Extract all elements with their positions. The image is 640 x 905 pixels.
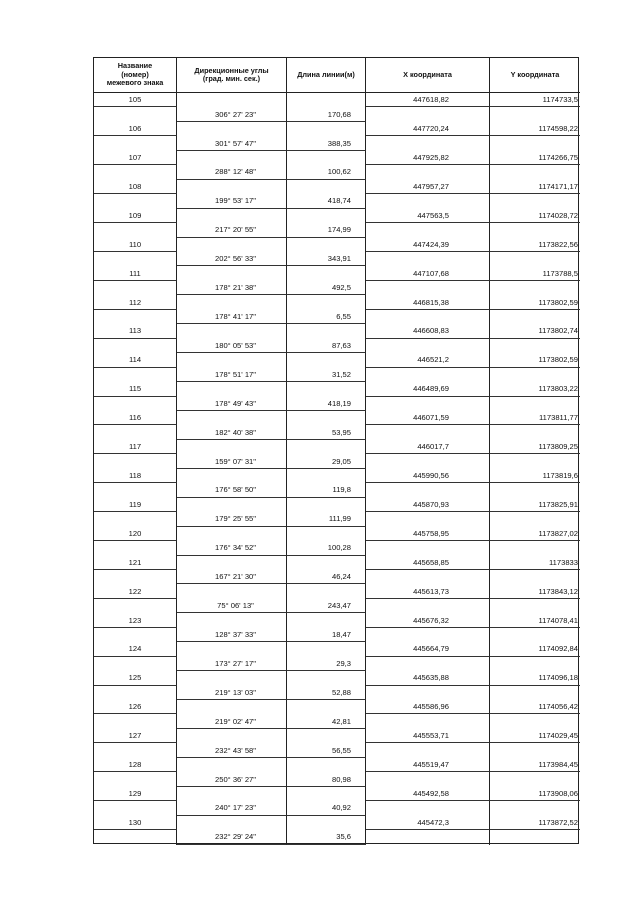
direction-angle: 75° 06' 13"	[177, 599, 287, 613]
y-coordinate: 1173827,02	[490, 527, 580, 541]
x-cell-empty	[366, 743, 490, 757]
length-cell-empty	[287, 613, 366, 627]
line-length: 119,8	[287, 483, 366, 497]
angle-cell-empty	[177, 729, 287, 743]
y-coordinate: 1173833	[490, 556, 580, 570]
direction-angle: 176° 34' 52"	[177, 541, 287, 555]
x-cell-empty	[366, 801, 490, 815]
length-cell-empty	[287, 353, 366, 367]
name-cell-empty	[94, 194, 177, 208]
y-coordinate: 1174029,45	[490, 729, 580, 743]
length-cell-empty	[287, 238, 366, 252]
name-cell-empty	[94, 454, 177, 468]
y-coordinate: 1174598,22	[490, 122, 580, 136]
x-coordinate: 446071,59	[366, 411, 490, 425]
line-length: 492,5	[287, 281, 366, 295]
name-cell-empty	[94, 830, 177, 844]
y-coordinate: 1173843,12	[490, 584, 580, 598]
y-coordinate: 1173822,56	[490, 238, 580, 252]
point-name: 108	[94, 180, 177, 194]
y-cell-empty	[490, 772, 580, 786]
y-coordinate: 1173802,59	[490, 295, 580, 309]
name-cell-empty	[94, 165, 177, 179]
direction-angle: 179° 25' 55"	[177, 512, 287, 526]
x-coordinate: 447563,5	[366, 209, 490, 223]
x-coordinate: 445664,79	[366, 642, 490, 656]
point-name: 121	[94, 556, 177, 570]
x-cell-empty	[366, 483, 490, 497]
x-coordinate: 445658,85	[366, 556, 490, 570]
direction-angle: 176° 58' 50"	[177, 483, 287, 497]
x-coordinate: 445586,96	[366, 700, 490, 714]
x-cell-empty	[366, 570, 490, 584]
x-coordinate: 446608,83	[366, 324, 490, 338]
line-length: 6,55	[287, 310, 366, 324]
length-cell-empty	[287, 324, 366, 338]
x-coordinate: 446017,7	[366, 440, 490, 454]
length-cell-empty	[287, 411, 366, 425]
y-cell-empty	[490, 686, 580, 700]
direction-angle: 288° 12' 48"	[177, 165, 287, 179]
y-cell-empty	[490, 743, 580, 757]
y-cell-empty	[490, 628, 580, 642]
y-cell-empty	[490, 830, 580, 844]
length-cell-empty	[287, 382, 366, 396]
line-length: 100,62	[287, 165, 366, 179]
name-cell-empty	[94, 107, 177, 121]
point-name: 115	[94, 382, 177, 396]
point-name: 105	[94, 93, 177, 107]
header-name: Название (номер) межевого знака	[94, 58, 177, 93]
point-name: 128	[94, 758, 177, 772]
direction-angle: 217° 20' 55"	[177, 223, 287, 237]
y-coordinate: 1174266,75	[490, 151, 580, 165]
length-cell-empty	[287, 758, 366, 772]
line-length: 418,19	[287, 397, 366, 411]
y-coordinate: 1173809,25	[490, 440, 580, 454]
length-cell-empty	[287, 266, 366, 280]
line-length: 170,68	[287, 107, 366, 121]
name-cell-empty	[94, 339, 177, 353]
point-name: 124	[94, 642, 177, 656]
point-name: 117	[94, 440, 177, 454]
length-cell-empty	[287, 93, 366, 107]
direction-angle: 202° 56' 33"	[177, 252, 287, 266]
angle-cell-empty	[177, 787, 287, 801]
angle-cell-empty	[177, 671, 287, 685]
point-name: 112	[94, 295, 177, 309]
length-cell-empty	[287, 295, 366, 309]
name-cell-empty	[94, 368, 177, 382]
length-cell-empty	[287, 180, 366, 194]
x-cell-empty	[366, 772, 490, 786]
y-coordinate: 1173803,22	[490, 382, 580, 396]
header-y: Y координата	[490, 58, 580, 93]
boundary-coordinates-table	[93, 57, 579, 844]
length-cell-empty	[287, 469, 366, 483]
angle-cell-empty	[177, 93, 287, 107]
y-cell-empty	[490, 281, 580, 295]
y-coordinate: 1174733,5	[490, 93, 580, 107]
x-coordinate: 446489,69	[366, 382, 490, 396]
length-cell-empty	[287, 642, 366, 656]
length-cell-empty	[287, 498, 366, 512]
direction-angle: 301° 57' 47"	[177, 136, 287, 150]
line-length: 31,52	[287, 368, 366, 382]
header-angle: Дирекционные углы (град. мин. сек.)	[177, 58, 287, 93]
direction-angle: 178° 41' 17"	[177, 310, 287, 324]
name-cell-empty	[94, 801, 177, 815]
x-coordinate: 446815,38	[366, 295, 490, 309]
angle-cell-empty	[177, 556, 287, 570]
name-cell-empty	[94, 686, 177, 700]
point-name: 130	[94, 816, 177, 830]
x-cell-empty	[366, 425, 490, 439]
angle-cell-empty	[177, 642, 287, 656]
x-cell-empty	[366, 657, 490, 671]
y-coordinate: 1173908,06	[490, 787, 580, 801]
name-cell-empty	[94, 599, 177, 613]
point-name: 110	[94, 238, 177, 252]
length-cell-empty	[287, 787, 366, 801]
line-length: 111,99	[287, 512, 366, 526]
name-cell-empty	[94, 310, 177, 324]
line-length: 80,98	[287, 772, 366, 786]
x-cell-empty	[366, 686, 490, 700]
x-coordinate: 445870,93	[366, 498, 490, 512]
angle-cell-empty	[177, 584, 287, 598]
direction-angle: 232° 43' 58"	[177, 743, 287, 757]
direction-angle: 180° 05' 53"	[177, 339, 287, 353]
name-cell-empty	[94, 541, 177, 555]
x-coordinate: 446521,2	[366, 353, 490, 367]
x-coordinate: 447957,27	[366, 180, 490, 194]
x-coordinate: 447424,39	[366, 238, 490, 252]
point-name: 116	[94, 411, 177, 425]
x-coordinate: 445613,73	[366, 584, 490, 598]
direction-angle: 232° 29' 24"	[177, 830, 287, 844]
point-name: 118	[94, 469, 177, 483]
y-coordinate: 1174092,84	[490, 642, 580, 656]
x-coordinate: 445635,88	[366, 671, 490, 685]
name-cell-empty	[94, 743, 177, 757]
y-cell-empty	[490, 339, 580, 353]
point-name: 114	[94, 353, 177, 367]
x-coordinate: 447720,24	[366, 122, 490, 136]
name-cell-empty	[94, 714, 177, 728]
direction-angle: 199° 53' 17"	[177, 194, 287, 208]
x-coordinate: 445676,32	[366, 613, 490, 627]
length-cell-empty	[287, 729, 366, 743]
direction-angle: 240° 17' 23"	[177, 801, 287, 815]
y-coordinate: 1174056,42	[490, 700, 580, 714]
angle-cell-empty	[177, 613, 287, 627]
name-cell-empty	[94, 772, 177, 786]
direction-angle: 178° 49' 43"	[177, 397, 287, 411]
x-coordinate: 445519,47	[366, 758, 490, 772]
angle-cell-empty	[177, 266, 287, 280]
point-name: 106	[94, 122, 177, 136]
x-coordinate: 445990,56	[366, 469, 490, 483]
point-name: 120	[94, 527, 177, 541]
y-cell-empty	[490, 801, 580, 815]
angle-cell-empty	[177, 238, 287, 252]
x-cell-empty	[366, 107, 490, 121]
x-cell-empty	[366, 714, 490, 728]
length-cell-empty	[287, 209, 366, 223]
y-coordinate: 1173872,52	[490, 816, 580, 830]
x-cell-empty	[366, 512, 490, 526]
line-length: 40,92	[287, 801, 366, 815]
line-length: 29,05	[287, 454, 366, 468]
y-coordinate: 1174078,41	[490, 613, 580, 627]
y-coordinate: 1173825,91	[490, 498, 580, 512]
y-cell-empty	[490, 397, 580, 411]
y-cell-empty	[490, 425, 580, 439]
y-coordinate: 1174096,18	[490, 671, 580, 685]
point-name: 123	[94, 613, 177, 627]
line-length: 100,28	[287, 541, 366, 555]
name-cell-empty	[94, 281, 177, 295]
line-length: 35,6	[287, 830, 366, 844]
x-cell-empty	[366, 194, 490, 208]
y-coordinate: 1173811,77	[490, 411, 580, 425]
x-cell-empty	[366, 368, 490, 382]
y-cell-empty	[490, 223, 580, 237]
line-length: 388,35	[287, 136, 366, 150]
y-coordinate: 1173802,59	[490, 353, 580, 367]
header-length: Длина линии(м)	[287, 58, 366, 93]
line-length: 42,81	[287, 714, 366, 728]
x-cell-empty	[366, 252, 490, 266]
y-cell-empty	[490, 165, 580, 179]
angle-cell-empty	[177, 440, 287, 454]
angle-cell-empty	[177, 816, 287, 830]
x-coordinate: 447107,68	[366, 266, 490, 280]
y-coordinate: 1174028,72	[490, 209, 580, 223]
point-name: 111	[94, 266, 177, 280]
x-coordinate: 447618,82	[366, 93, 490, 107]
angle-cell-empty	[177, 151, 287, 165]
y-coordinate: 1173984,45	[490, 758, 580, 772]
y-cell-empty	[490, 194, 580, 208]
length-cell-empty	[287, 700, 366, 714]
y-coordinate: 1173819,6	[490, 469, 580, 483]
direction-angle: 159° 07' 31"	[177, 454, 287, 468]
point-name: 122	[94, 584, 177, 598]
angle-cell-empty	[177, 209, 287, 223]
point-name: 107	[94, 151, 177, 165]
y-cell-empty	[490, 512, 580, 526]
x-cell-empty	[366, 397, 490, 411]
line-length: 46,24	[287, 570, 366, 584]
angle-cell-empty	[177, 411, 287, 425]
direction-angle: 178° 21' 38"	[177, 281, 287, 295]
x-cell-empty	[366, 136, 490, 150]
angle-cell-empty	[177, 180, 287, 194]
x-coordinate: 445492,58	[366, 787, 490, 801]
name-cell-empty	[94, 570, 177, 584]
point-name: 129	[94, 787, 177, 801]
y-cell-empty	[490, 483, 580, 497]
y-cell-empty	[490, 454, 580, 468]
x-coordinate: 447925,82	[366, 151, 490, 165]
y-cell-empty	[490, 657, 580, 671]
line-length: 418,74	[287, 194, 366, 208]
line-length: 87,63	[287, 339, 366, 353]
length-cell-empty	[287, 122, 366, 136]
direction-angle: 182° 40' 38"	[177, 425, 287, 439]
y-cell-empty	[490, 310, 580, 324]
x-cell-empty	[366, 281, 490, 295]
y-coordinate: 1173802,74	[490, 324, 580, 338]
line-length: 243,47	[287, 599, 366, 613]
length-cell-empty	[287, 151, 366, 165]
x-cell-empty	[366, 339, 490, 353]
x-cell-empty	[366, 628, 490, 642]
length-cell-empty	[287, 556, 366, 570]
y-cell-empty	[490, 107, 580, 121]
line-length: 18,47	[287, 628, 366, 642]
direction-angle: 128° 37' 33"	[177, 628, 287, 642]
name-cell-empty	[94, 252, 177, 266]
name-cell-empty	[94, 397, 177, 411]
y-cell-empty	[490, 368, 580, 382]
x-coordinate: 445472,3	[366, 816, 490, 830]
x-cell-empty	[366, 165, 490, 179]
direction-angle: 250° 36' 27"	[177, 772, 287, 786]
line-length: 29,3	[287, 657, 366, 671]
x-cell-empty	[366, 223, 490, 237]
y-cell-empty	[490, 714, 580, 728]
angle-cell-empty	[177, 122, 287, 136]
x-cell-empty	[366, 454, 490, 468]
angle-cell-empty	[177, 758, 287, 772]
y-cell-empty	[490, 252, 580, 266]
direction-angle: 219° 02' 47"	[177, 714, 287, 728]
y-cell-empty	[490, 541, 580, 555]
angle-cell-empty	[177, 498, 287, 512]
direction-angle: 167° 21' 30"	[177, 570, 287, 584]
point-name: 127	[94, 729, 177, 743]
line-length: 174,99	[287, 223, 366, 237]
angle-cell-empty	[177, 353, 287, 367]
y-cell-empty	[490, 136, 580, 150]
angle-cell-empty	[177, 324, 287, 338]
y-cell-empty	[490, 570, 580, 584]
y-coordinate: 1173788,5	[490, 266, 580, 280]
y-cell-empty	[490, 599, 580, 613]
length-cell-empty	[287, 671, 366, 685]
angle-cell-empty	[177, 700, 287, 714]
x-cell-empty	[366, 310, 490, 324]
name-cell-empty	[94, 483, 177, 497]
line-length: 52,88	[287, 686, 366, 700]
x-cell-empty	[366, 830, 490, 844]
direction-angle: 178° 51' 17"	[177, 368, 287, 382]
line-length: 343,91	[287, 252, 366, 266]
length-cell-empty	[287, 527, 366, 541]
y-coordinate: 1174171,17	[490, 180, 580, 194]
name-cell-empty	[94, 223, 177, 237]
length-cell-empty	[287, 816, 366, 830]
direction-angle: 219° 13' 03"	[177, 686, 287, 700]
angle-cell-empty	[177, 469, 287, 483]
x-cell-empty	[366, 541, 490, 555]
x-cell-empty	[366, 599, 490, 613]
angle-cell-empty	[177, 295, 287, 309]
direction-angle: 306° 27' 23"	[177, 107, 287, 121]
x-coordinate: 445758,95	[366, 527, 490, 541]
name-cell-empty	[94, 657, 177, 671]
point-name: 125	[94, 671, 177, 685]
name-cell-empty	[94, 425, 177, 439]
angle-cell-empty	[177, 527, 287, 541]
point-name: 109	[94, 209, 177, 223]
name-cell-empty	[94, 512, 177, 526]
x-coordinate: 445553,71	[366, 729, 490, 743]
direction-angle: 173° 27' 17"	[177, 657, 287, 671]
point-name: 126	[94, 700, 177, 714]
angle-cell-empty	[177, 382, 287, 396]
line-length: 56,55	[287, 743, 366, 757]
header-x: X координата	[366, 58, 490, 93]
name-cell-empty	[94, 136, 177, 150]
length-cell-empty	[287, 440, 366, 454]
name-cell-empty	[94, 628, 177, 642]
point-name: 113	[94, 324, 177, 338]
length-cell-empty	[287, 584, 366, 598]
point-name: 119	[94, 498, 177, 512]
line-length: 53,95	[287, 425, 366, 439]
